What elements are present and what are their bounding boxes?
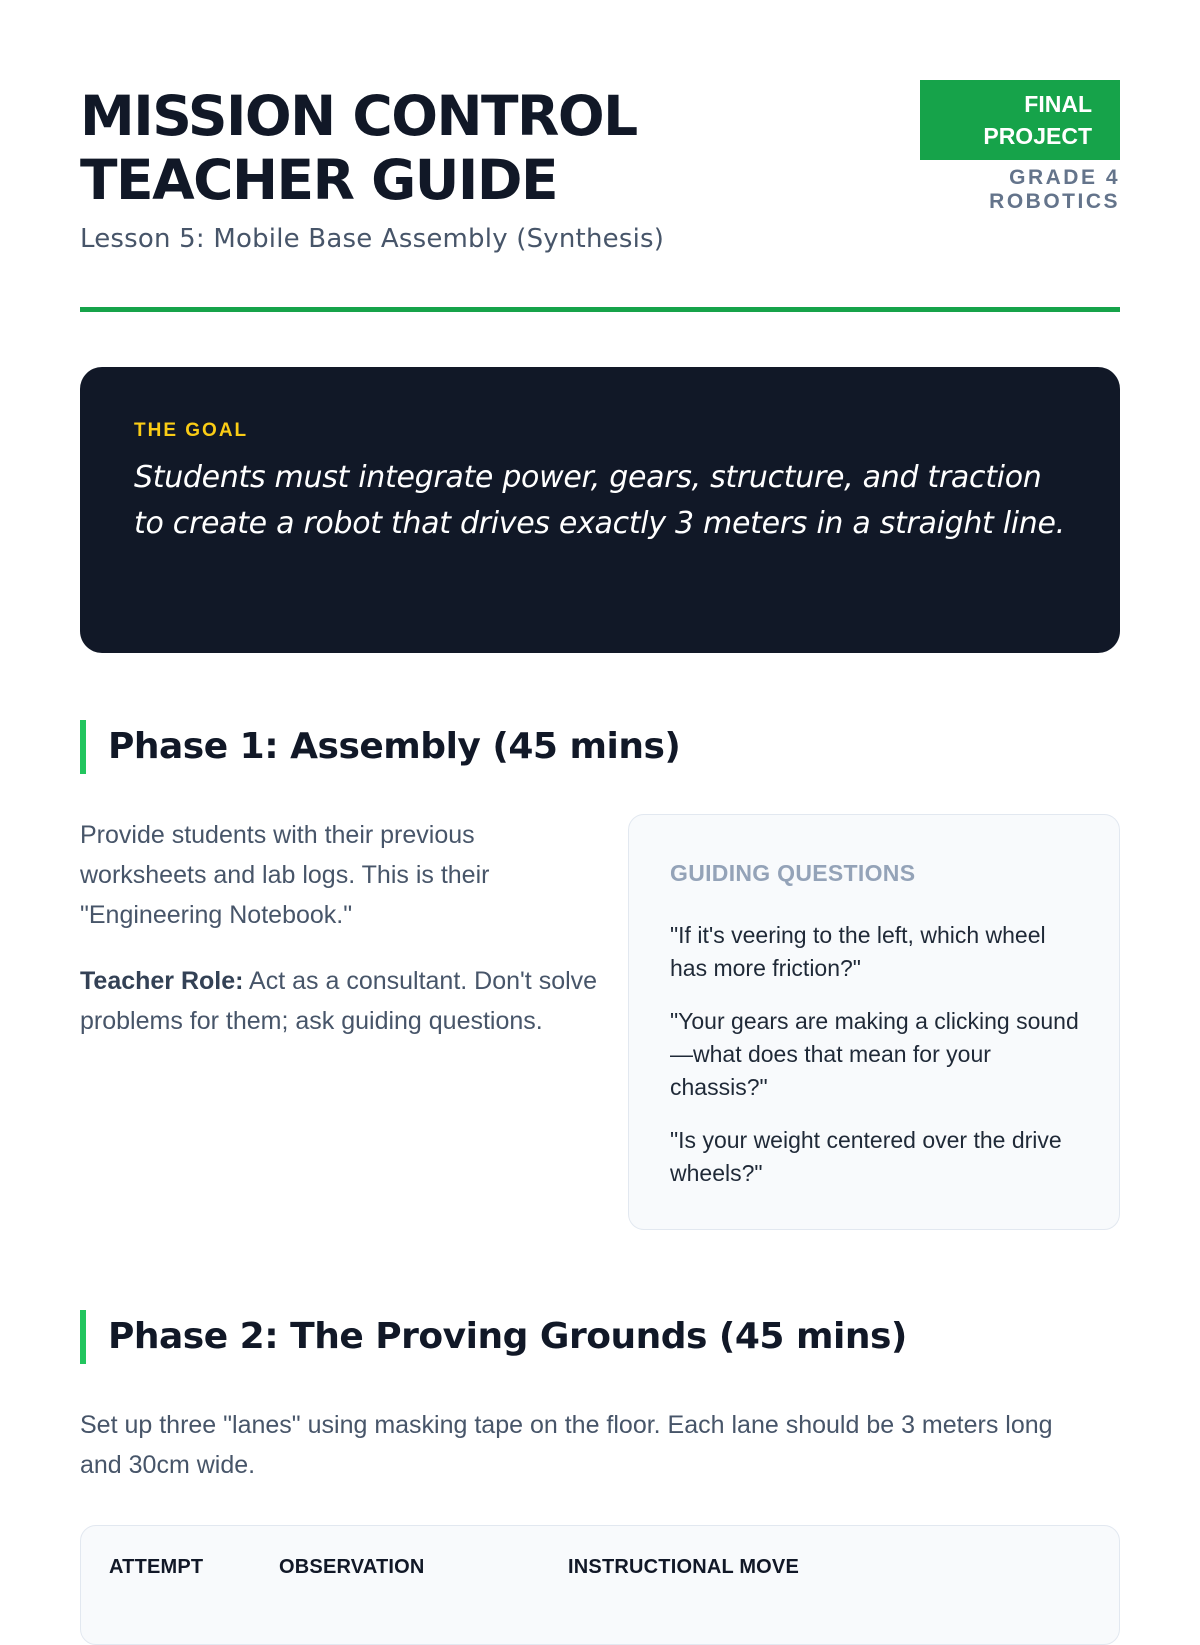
phase-1-heading: Phase 1: Assembly (45 mins) bbox=[80, 720, 680, 774]
phase-2-intro: Set up three "lanes" using masking tape on the floor. Each lane should be 3 meters long and 30cm wide. bbox=[80, 1411, 1053, 1479]
header-divider bbox=[80, 307, 1120, 312]
guiding-questions-list bbox=[670, 919, 1079, 1190]
phase-1-intro: Provide students with their previous worksheets and lab logs. This is their "Engineering Notebook." bbox=[80, 821, 490, 929]
lesson-subtitle: Lesson 5: Mobile Base Assembly (Synthesis) bbox=[80, 224, 665, 254]
goal-card bbox=[80, 367, 1120, 653]
guiding-questions-card bbox=[628, 814, 1120, 1230]
page-title bbox=[80, 84, 637, 212]
column-header-attempt: ATTEMPT bbox=[109, 1556, 204, 1578]
badge-line-2: PROJECT bbox=[983, 123, 1092, 149]
guiding-question: "Is your weight centered over the drive wheels?" bbox=[670, 1127, 1062, 1186]
column-header-instructional-move: INSTRUCTIONAL MOVE bbox=[568, 1556, 800, 1578]
column-header-observation: OBSERVATION bbox=[279, 1556, 425, 1578]
teacher-role-paragraph bbox=[80, 961, 600, 1041]
grade-line-1: GRADE 4 bbox=[1009, 166, 1120, 189]
attempt-table bbox=[80, 1525, 1120, 1645]
grade-line-2: ROBOTICS bbox=[989, 190, 1120, 213]
badge-line-1: FINAL bbox=[1024, 91, 1092, 117]
guiding-question: "Your gears are making a clicking sound—what does that mean for your chassis?" bbox=[670, 1008, 1079, 1100]
teacher-role-text: Act as a consultant. Don't solve problems for them; ask guiding questions. bbox=[80, 967, 598, 1035]
phase-2-heading: Phase 2: The Proving Grounds (45 mins) bbox=[80, 1310, 907, 1364]
title-line-2: TEACHER GUIDE bbox=[80, 148, 558, 212]
grade-label bbox=[989, 166, 1120, 214]
goal-label: THE GOAL bbox=[134, 420, 249, 441]
guiding-question: "If it's veering to the left, which wheel has more friction?" bbox=[670, 922, 1046, 981]
final-project-badge bbox=[920, 80, 1120, 160]
guiding-questions-label: GUIDING QUESTIONS bbox=[670, 860, 916, 886]
goal-text: Students must integrate power, gears, structure, and traction to create a robot that drives exactly 3 meters in a straight line. bbox=[134, 460, 1065, 541]
teacher-role-label: Teacher Role: bbox=[80, 967, 244, 995]
title-line-1: MISSION CONTROL bbox=[80, 84, 637, 148]
